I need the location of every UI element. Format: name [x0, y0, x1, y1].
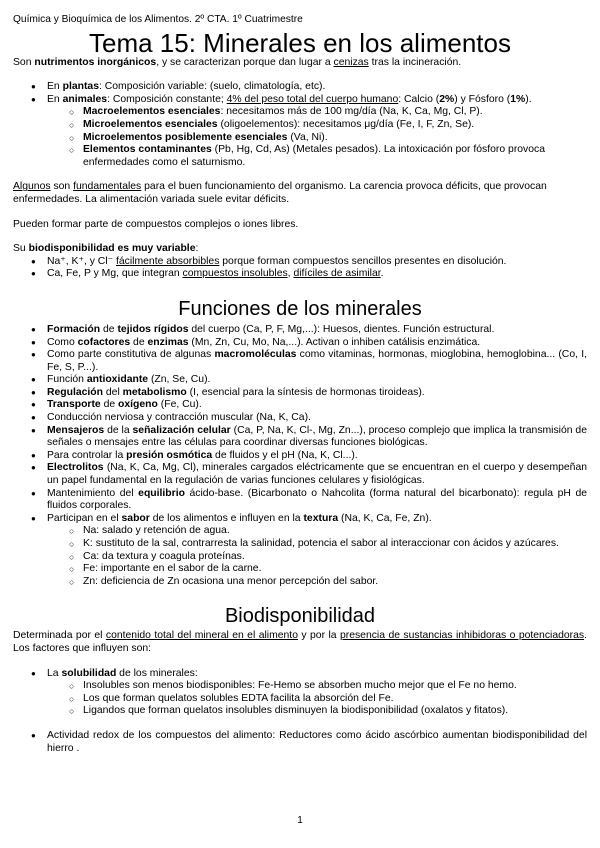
element-types-list — [47, 106, 587, 169]
sublist-item: ○ Ca: da textura y coagula proteínas. — [13, 551, 587, 564]
sublist-item: ○ Ligandos que forman quelatos insolubles disminuyen la biodisponibilidad (oxalatos y fitatos). — [13, 705, 587, 718]
list-item: ● Mensajeros de la señalización celular (Ca, P, Na, K, Cl-, Mg, Zn...), proceso complejo que implica la transmisión de señales o mensajes entre las células para coordinar diversas funciones biológicas. — [13, 425, 587, 450]
list-item-animales: ● En animales: Composición constante; 4% del peso total del cuerpo humano: Calcio (2%) y Fósforo (1%). ○ Macroelementos esenciales: necesitamos más de 100 mg/día (Na, K, Ca, Mg, Cl, P). ○ Microelementos esenciales (oligoelementos): necesitamos μg/día (Fe, I, F, Zn, Se). ○ Microelementos posiblemente esenciales (Va, Ni). ○ Elementos contaminantes (Pb, Hg, Cd, As) (Metales pesados). La intoxicación por fósforo provoca enfermedades como el saturnismo. — [13, 94, 587, 170]
list-item: ● Transporte de oxígeno (Fe, Cu). — [13, 399, 587, 412]
sublist-item: ○ Elementos contaminantes (Pb, Hg, Cd, As) (Metales pesados). La intoxicación por fósforo provoca enfermedades como el saturnismo. — [13, 144, 587, 169]
sublist-item: ○ Microelementos posiblemente esenciales (Va, Ni). — [13, 132, 587, 145]
section-heading-funciones: Funciones de los minerales — [178, 297, 422, 320]
sublist-item: ○ Zn: deficiencia de Zn ocasiona una menor percepción del sabor. — [13, 576, 587, 589]
document-page — [13, 14, 587, 755]
section-heading-biodisponibilidad: Biodisponibilidad — [224, 605, 376, 628]
sublist-item: ○ K: sustituto de la sal, contrarresta la salinidad, potencia el sabor al interaccionar con ácidos y azúcares. — [13, 538, 587, 551]
list-item: ● Función antioxidante (Zn, Se, Cu). — [13, 374, 587, 387]
solubilidad-sublist — [47, 680, 587, 718]
list-item-solubilidad: ● La solubilidad de los minerales: ○ Insolubles son menos biodisponibles: Fe-Hemo se absorben mucho mejor que el Fe no hemo. ○ Los que forman quelatos solubles EDTA facilita la absorción del Fe. ○ Ligandos que forman quelatos insolubles disminuyen la biodisponibilidad (oxalatos y fitatos). — [13, 668, 587, 718]
biodisponibilidad-intro: Su biodisponibilidad es muy variable: — [13, 243, 199, 255]
sublist-item: ○ Los que forman quelatos solubles EDTA facilita la absorción del Fe. — [13, 693, 587, 706]
determinada-paragraph: Determinada por el contenido total del mineral en el alimento y por la presencia de sustancias inhibidoras o potenciadoras. Los factores que influyen son: — [13, 630, 587, 654]
funciones-list — [13, 324, 587, 588]
list-item: ● Participan en el sabor de los alimentos e influyen en la textura (Na, K, Ca, Fe, Zn). ○ Na: salado y retención de agua. ○ K: sustituto de la sal, contrarresta la salinidad, potencia el sabor al interaccionar con ácidos y azúcares. ○ Ca: da textura y coagula proteínas. ○ Fe: importante en el sabor de la carne. ○ Zn: deficiencia de Zn ocasiona una menor percepción del sabor. — [13, 513, 587, 589]
sublist-item: ○ Microelementos esenciales (oligoelementos): necesitamos μg/día (Fe, I, F, Zn, Se). — [13, 119, 587, 132]
algunos-paragraph: Algunos son fundamentales para el buen funcionamiento del organismo. La carencia provoca déficits, que provocan enfermedades. La alimentación variada suele evitar déficits. — [13, 181, 547, 205]
composition-list — [13, 81, 587, 169]
sublist-item: ○ Macroelementos esenciales: necesitamos más de 100 mg/día (Na, K, Ca, Mg, Cl, P). — [13, 106, 587, 119]
biodisponibilidad-list — [13, 256, 587, 281]
list-item: ● Mantenimiento del equilibrio ácido-base. (Bicarbonato o Nahcolita (forma natural del bicarbonato): regula pH de fluidos corporales. — [13, 488, 587, 513]
pueden-paragraph: Pueden formar parte de compuestos complejos o iones libres. — [13, 218, 299, 230]
list-item-actividad: ● Actividad redox de los compuestos del alimento: Reductores como ácido ascórbico aumentan biodisponibilidad del hierro . — [13, 730, 587, 755]
sublist-item: ○ Fe: importante en el sabor de la carne. — [13, 563, 587, 576]
factores-list — [13, 668, 587, 718]
list-item-plantas: ● En plantas: Composición variable: (suelo, climatología, etc). — [13, 81, 587, 94]
list-item: ● Como cofactores de enzimas (Mn, Zn, Cu, Mo, Na,...). Activan o inhiben catálisis enzimática. — [13, 337, 587, 350]
sublist-item: ○ Insolubles son menos biodisponibles: Fe-Hemo se absorben mucho mejor que el Fe no hemo. — [13, 680, 587, 693]
list-item: ● Conducción nerviosa y contracción muscular (Na, K, Ca). — [13, 412, 587, 425]
sublist-item: ○ Na: salado y retención de agua. — [13, 525, 587, 538]
list-item: ● Regulación del metabolismo (I, esencial para la síntesis de hormonas tiroideas). — [13, 387, 587, 400]
list-item: ● Na⁺, K⁺, y Cl⁻ fácilmente absorbibles porque forman compuestos sencillos presentes en disolución. — [13, 256, 587, 269]
list-item: ● Electrolitos (Na, K, Ca, Mg, Cl), minerales cargados eléctricamente que se encuentran en el cuerpo y desempeñan un papel fundamental en la regulación de varias funciones celulares y fisiológicas. — [13, 462, 587, 487]
course-header: Química y Bioquímica de los Alimentos. 2º CTA. 1º Cuatrimestre — [13, 14, 303, 25]
list-item: ● Como parte constitutiva de algunas macromoléculas como vitaminas, hormonas, mioglobina, hemoglobina... (Co, I, Fe, S, P...). — [13, 349, 587, 374]
page-number: 1 — [297, 815, 303, 826]
list-item: ● Para controlar la presión osmótica de fluidos y el pH (Na, K, Cl...). — [13, 450, 587, 463]
page-title: Tema 15: Minerales en los alimentos — [89, 27, 511, 58]
list-item: ● Ca, Fe, P y Mg, que integran compuestos insolubles, difíciles de asimilar. — [13, 268, 587, 281]
list-item: ● Formación de tejidos rígidos del cuerpo (Ca, P, F, Mg,...): Huesos, dientes. Función estructural. — [13, 324, 587, 337]
sabor-sublist — [47, 525, 587, 588]
actividad-list — [13, 730, 587, 755]
intro-paragraph: Son nutrimentos inorgánicos, y se caracterizan porque dan lugar a cenizas tras la incineración. — [13, 56, 462, 68]
